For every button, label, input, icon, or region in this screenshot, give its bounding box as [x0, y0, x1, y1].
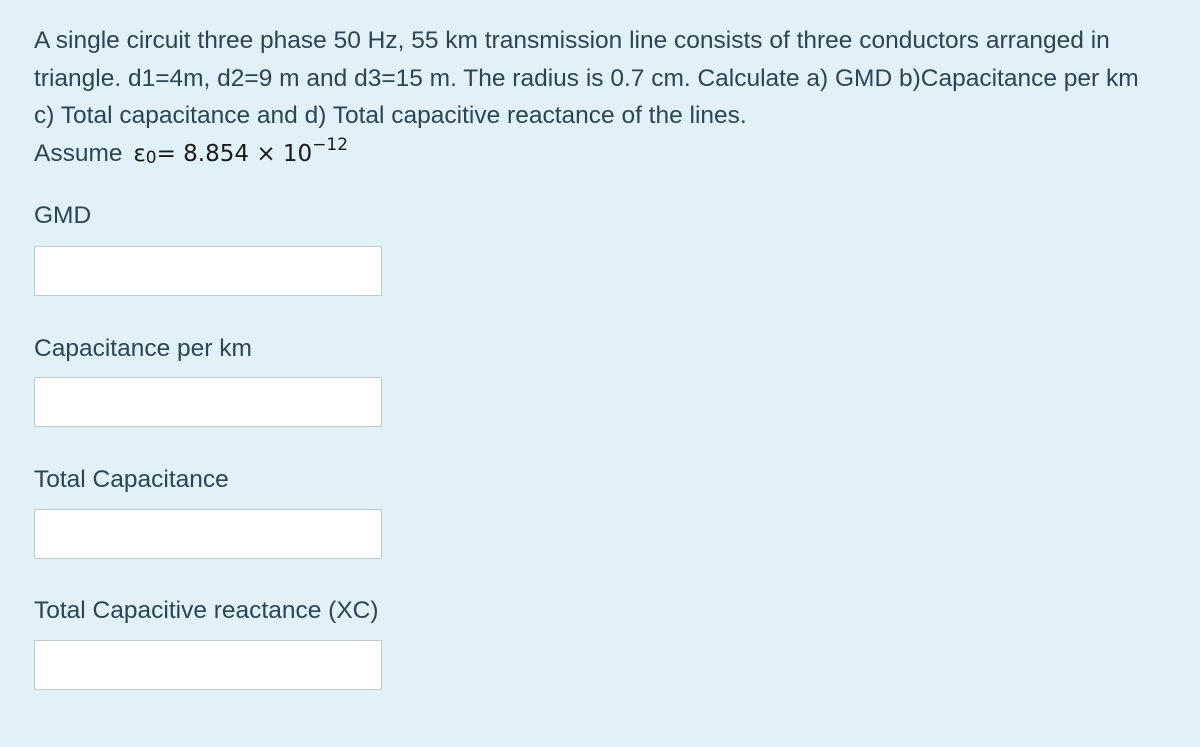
assume-label: Assume	[34, 139, 123, 167]
epsilon-value: = 8.854 × 10	[156, 140, 313, 167]
total-capacitance-input[interactable]	[34, 509, 382, 559]
assumption-line	[34, 135, 1164, 176]
total-capacitive-reactance-input[interactable]	[34, 640, 382, 690]
total-capacitance-label: Total Capacitance	[34, 466, 229, 493]
epsilon-subscript: 0	[145, 147, 157, 168]
gmd-label: GMD	[34, 202, 92, 229]
gmd-input[interactable]	[34, 246, 382, 296]
question-text: A single circuit three phase 50 Hz, 55 km transmission line consists of three conductors arranged in triangle. d1=4m, d2=9 m and d3=15 m. The radius is 0.7 cm. Calculate a) GMD b)Capacitance per km c) Total capacitance and d) Total capacitive reactance of the lines.	[34, 27, 1139, 129]
epsilon-exponent: −12	[312, 134, 349, 155]
total-capacitive-reactance-label: Total Capacitive reactance (XC)	[34, 597, 379, 624]
epsilon-symbol: ε	[133, 140, 146, 167]
question-text-block	[34, 22, 1164, 175]
capacitance-per-km-label: Capacitance per km	[34, 335, 252, 362]
capacitance-per-km-input[interactable]	[34, 377, 382, 427]
permittivity-formula	[129, 134, 349, 168]
